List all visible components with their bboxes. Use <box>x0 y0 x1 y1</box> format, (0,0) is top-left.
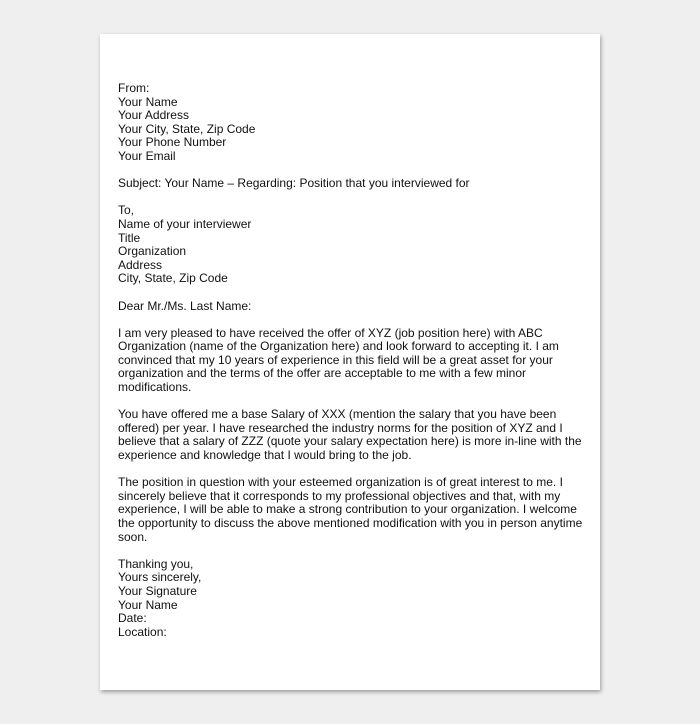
sender-phone: Your Phone Number <box>118 135 227 150</box>
paragraph-line: soon. <box>118 529 148 544</box>
recipient-address: Address <box>118 257 163 272</box>
closing-signature: Your Signature <box>118 583 197 598</box>
paragraph-line: I am very pleased to have received the offer of XYZ (job position here) with ABC <box>118 325 543 340</box>
paragraph-line: modifications. <box>118 380 192 395</box>
sender-city: Your City, State, Zip Code <box>118 121 256 136</box>
to-label: To, <box>118 203 135 218</box>
paragraph-line: The position in question with your esteemed organization is of great interest to me. I <box>118 475 563 490</box>
paragraph-line: experience, I will be able to make a strong contribution to your organization. I welcome <box>118 502 577 517</box>
recipient-title: Title <box>118 230 141 245</box>
paragraph-line: sincerely believe that it corresponds to my professional objectives and that, with my <box>118 488 561 503</box>
sender-name: Your Name <box>118 94 178 109</box>
paragraph-offer <box>118 327 586 395</box>
sender-email: Your Email <box>118 148 176 163</box>
salutation: Dear Mr./Ms. Last Name: <box>118 298 252 313</box>
closing-location: Location: <box>118 624 167 639</box>
from-label: From: <box>118 81 150 95</box>
recipient-city: City, State, Zip Code <box>118 271 228 286</box>
paragraph-line: Organization (name of the Organization here) and look forward to accepting it. I am <box>118 339 559 354</box>
recipient-name: Name of your interviewer <box>118 216 252 231</box>
closing-name: Your Name <box>118 597 178 612</box>
paragraph-line: offered) per year. I have researched the industry norms for the position of XYZ and I <box>118 420 563 435</box>
sender-block <box>118 82 586 164</box>
paragraph-line: the opportunity to discuss the above mentioned modification with you in person anytime <box>118 516 583 530</box>
paragraph-line: experience and knowledge that I would bring to the job. <box>118 448 412 463</box>
paragraph-interest <box>118 476 586 544</box>
subject-line: Subject: Your Name – Regarding: Position that you interviewed for <box>118 176 470 191</box>
closing-thanks: Thanking you, <box>118 556 194 571</box>
closing-date: Date: <box>118 611 147 626</box>
sender-address: Your Address <box>118 108 189 123</box>
paragraph-line: You have offered me a base Salary of XXX (mention the salary that you have been <box>118 407 557 422</box>
letter-page <box>100 34 600 690</box>
recipient-organization: Organization <box>118 244 187 259</box>
paragraph-line: believe that a salary of ZZZ (quote your salary expectation here) is more in-line with the <box>118 434 582 449</box>
paragraph-salary <box>118 408 586 462</box>
closing-block <box>118 558 586 640</box>
recipient-block <box>118 204 586 286</box>
closing-sincerely: Yours sincerely, <box>118 570 202 585</box>
paragraph-line: organization and the terms of the offer are acceptable to me with a few minor <box>118 366 526 381</box>
paragraph-line: convinced that my 10 years of experience in this field will be a great asset for your <box>118 352 553 367</box>
letter-body <box>118 82 586 639</box>
